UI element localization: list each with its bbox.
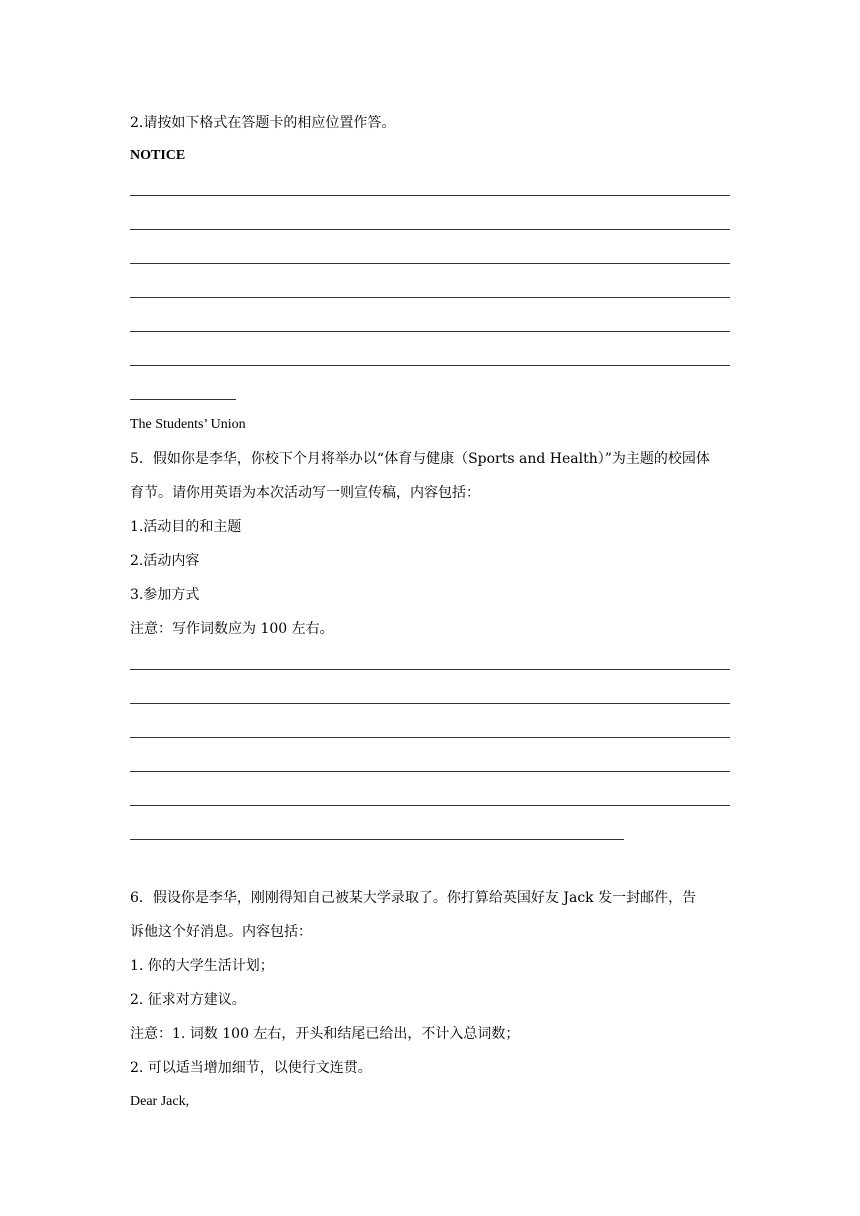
question6-prompt-line1: 6．假设你是李华，刚刚得知自己被某大学录取了。你打算给英国好友 Jack 发一封邮件，告 <box>130 890 697 906</box>
answer-line <box>130 263 730 264</box>
question6-prompt-line2: 诉他这个好消息。内容包括： <box>130 924 312 940</box>
answer-line <box>130 229 730 230</box>
answer-line <box>130 703 730 704</box>
signature-text: The Students’ Union <box>130 417 246 432</box>
answer-line-short <box>130 399 236 400</box>
question6-note-line2: 2. 可以适当增加细节，以使行文连贯。 <box>130 1060 372 1076</box>
answer-line <box>130 771 730 772</box>
answer-line-partial <box>130 839 624 840</box>
question6-point: 2. 征求对方建议。 <box>130 992 246 1008</box>
question5-prompt-line1: 5．假如你是李华，你校下个月将举办以“体育与健康（Sports and Health）”为主题的校园体 <box>130 451 710 467</box>
answer-line <box>130 297 730 298</box>
answer-line <box>130 195 730 196</box>
notice-heading: NOTICE <box>130 148 186 163</box>
salutation-text: Dear Jack, <box>130 1094 190 1109</box>
question5-point: 2.活动内容 <box>130 553 200 569</box>
question5-point: 3.参加方式 <box>130 587 200 603</box>
question6-note-line1: 注意：1. 词数 100 左右，开头和结尾已给出，不计入总词数； <box>130 1026 520 1042</box>
question5-note: 注意：写作词数应为 100 左右。 <box>130 621 334 637</box>
answer-line <box>130 331 730 332</box>
question6-point: 1. 你的大学生活计划； <box>130 958 274 974</box>
answer-line <box>130 805 730 806</box>
question5-point: 1.活动目的和主题 <box>130 519 242 535</box>
answer-line <box>130 365 730 366</box>
answer-line <box>130 737 730 738</box>
question5-prompt-line2: 育节。请你用英语为本次活动写一则宣传稿，内容包括： <box>130 485 480 501</box>
answer-line <box>130 669 730 670</box>
instruction-text: 2.请按如下格式在答题卡的相应位置作答。 <box>130 115 396 131</box>
